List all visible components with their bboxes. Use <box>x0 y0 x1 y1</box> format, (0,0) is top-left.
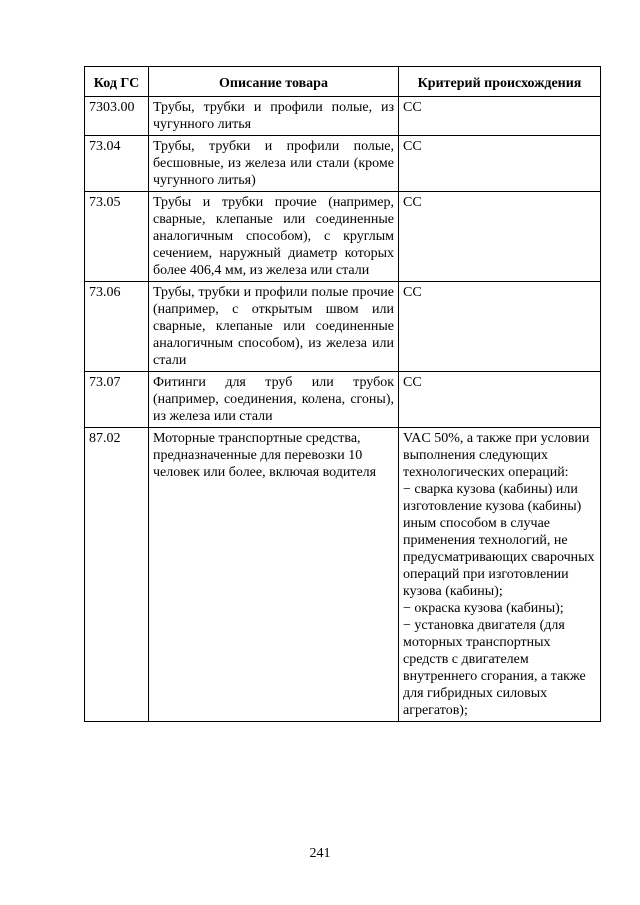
row-criterion: СС <box>399 282 601 372</box>
header-description: Описание товара <box>149 67 399 97</box>
table-row <box>85 428 601 722</box>
table-row <box>85 282 601 372</box>
row-description: Трубы, трубки и профили полые, бесшовные, из железа или стали (кроме чугунного литья) <box>149 136 399 192</box>
row-description: Трубы, трубки и профили полые прочие (например, с открытым швом или сварные, клепаные или соединенные аналогичным способом), из железа или стали <box>149 282 399 372</box>
table-row <box>85 136 601 192</box>
table-row <box>85 97 601 136</box>
table-header-row <box>85 67 601 97</box>
table-row <box>85 192 601 282</box>
row-criterion: VAC 50%, а также при условии выполнения следующих технологических операций: − сварка кузова (кабины) или изготовление кузова (кабины) иным способом в случае применения технологий, не предусматривающих сварочных операций при изготовлении кузова (кабины); − окраска кузова (кабины); − установка двигателя (для моторных транспортных средств с двигателем внутреннего сгорания, а также для гибридных силовых агрегатов); <box>399 428 601 722</box>
row-criterion: СС <box>399 97 601 136</box>
row-criterion: СС <box>399 372 601 428</box>
row-criterion: СС <box>399 136 601 192</box>
table-row <box>85 372 601 428</box>
row-code: 73.06 <box>85 282 149 372</box>
header-criterion: Критерий происхождения <box>399 67 601 97</box>
row-description: Трубы, трубки и профили полые, из чугунного литья <box>149 97 399 136</box>
row-code: 87.02 <box>85 428 149 722</box>
hs-code-table <box>84 66 601 722</box>
row-code: 7303.00 <box>85 97 149 136</box>
row-code: 73.04 <box>85 136 149 192</box>
header-code: Код ГС <box>85 67 149 97</box>
row-description: Фитинги для труб или трубок (например, соединения, колена, сгоны), из железа или стали <box>149 372 399 428</box>
row-code: 73.07 <box>85 372 149 428</box>
row-criterion: СС <box>399 192 601 282</box>
row-code: 73.05 <box>85 192 149 282</box>
row-description: Моторные транспортные средства, предназначенные для перевозки 10 человек или более, включая водителя <box>149 428 399 722</box>
row-description: Трубы и трубки прочие (например, сварные, клепаные или соединенные аналогичным способом), с круглым сечением, наружный диаметр которых более 406,4 мм, из железа или стали <box>149 192 399 282</box>
page-number: 241 <box>309 846 331 861</box>
